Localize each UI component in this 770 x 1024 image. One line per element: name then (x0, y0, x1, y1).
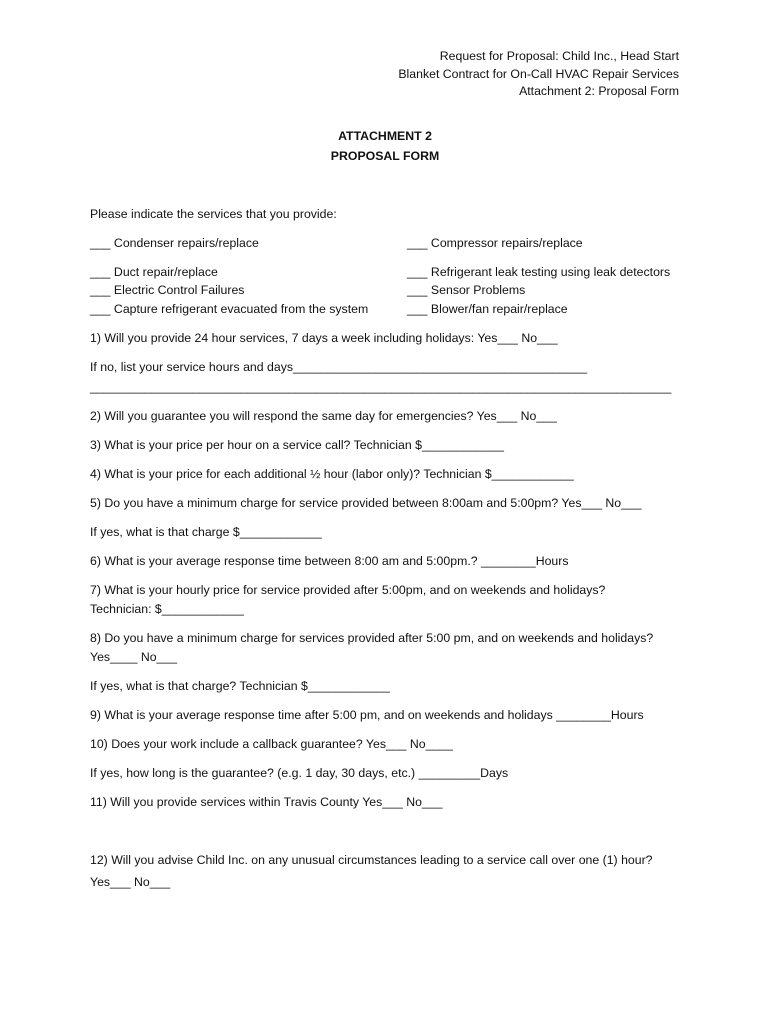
question-10-followup: If yes, how long is the guarantee? (e.g. 1 day, 30 days, etc.) _________Days (90, 766, 509, 780)
service-option-blower: ___ Blower/fan repair/replace (407, 302, 568, 316)
service-option-compressor: ___ Compressor repairs/replace (407, 236, 583, 250)
services-intro: Please indicate the services that you provide: (90, 207, 337, 221)
question-3: 3) What is your price per hour on a service call? Technician $____________ (90, 438, 505, 452)
service-option-electric-control: ___ Electric Control Failures (90, 283, 245, 297)
question-8-followup: If yes, what is that charge? Technician $____________ (90, 679, 390, 693)
question-4: 4) What is your price for each additional ½ hour (labor only)? Technician $____________ (90, 467, 574, 481)
question-11: 11) Will you provide services within Travis County Yes___ No___ (90, 795, 443, 809)
question-5: 5) Do you have a minimum charge for service provided between 8:00am and 5:00pm? Yes___ No___ (90, 496, 642, 510)
question-7-technician: Technician: $____________ (90, 602, 244, 616)
title-proposal-form: PROPOSAL FORM (330, 149, 440, 163)
service-option-leak-testing: ___ Refrigerant leak testing using leak detectors (407, 265, 671, 279)
question-12-yes-no: Yes___ No___ (90, 875, 171, 889)
header-line-attachment: Attachment 2: Proposal Form (519, 84, 679, 98)
service-option-sensor: ___ Sensor Problems (407, 283, 526, 297)
question-1-followup: If no, list your service hours and days___________________________________________ (90, 360, 588, 374)
question-7: 7) What is your hourly price for service provided after 5:00pm, and on weekends and holidays? (90, 583, 606, 597)
question-8: 8) Do you have a minimum charge for services provided after 5:00 pm, and on weekends and holidays? (90, 631, 654, 645)
header-line-contract: Blanket Contract for On-Call HVAC Repair Services (398, 67, 679, 81)
question-6: 6) What is your average response time between 8:00 am and 5:00pm.? ________Hours (90, 554, 569, 568)
service-option-duct: ___ Duct repair/replace (90, 265, 218, 279)
service-option-capture-refrigerant: ___ Capture refrigerant evacuated from the system (90, 302, 369, 316)
question-5-followup: If yes, what is that charge $____________ (90, 525, 322, 539)
question-9: 9) What is your average response time after 5:00 pm, and on weekends and holidays ________Hours (90, 708, 644, 722)
service-option-condenser: ___ Condenser repairs/replace (90, 236, 259, 250)
title-attachment: ATTACHMENT 2 (338, 129, 432, 143)
question-2: 2) Will you guarantee you will respond the same day for emergencies? Yes___ No___ (90, 409, 557, 423)
question-1-blank-line: _____________________________________________________________________________________ (90, 380, 672, 394)
question-1: 1) Will you provide 24 hour services, 7 days a week including holidays: Yes___ No___ (90, 331, 558, 345)
question-12: 12) Will you advise Child Inc. on any unusual circumstances leading to a service call over one (1) hour? (90, 853, 653, 867)
question-10: 10) Does your work include a callback guarantee? Yes___ No____ (90, 737, 453, 751)
header-line-rfp: Request for Proposal: Child Inc., Head Start (439, 49, 679, 63)
question-8-yes-no: Yes____ No___ (90, 650, 178, 664)
